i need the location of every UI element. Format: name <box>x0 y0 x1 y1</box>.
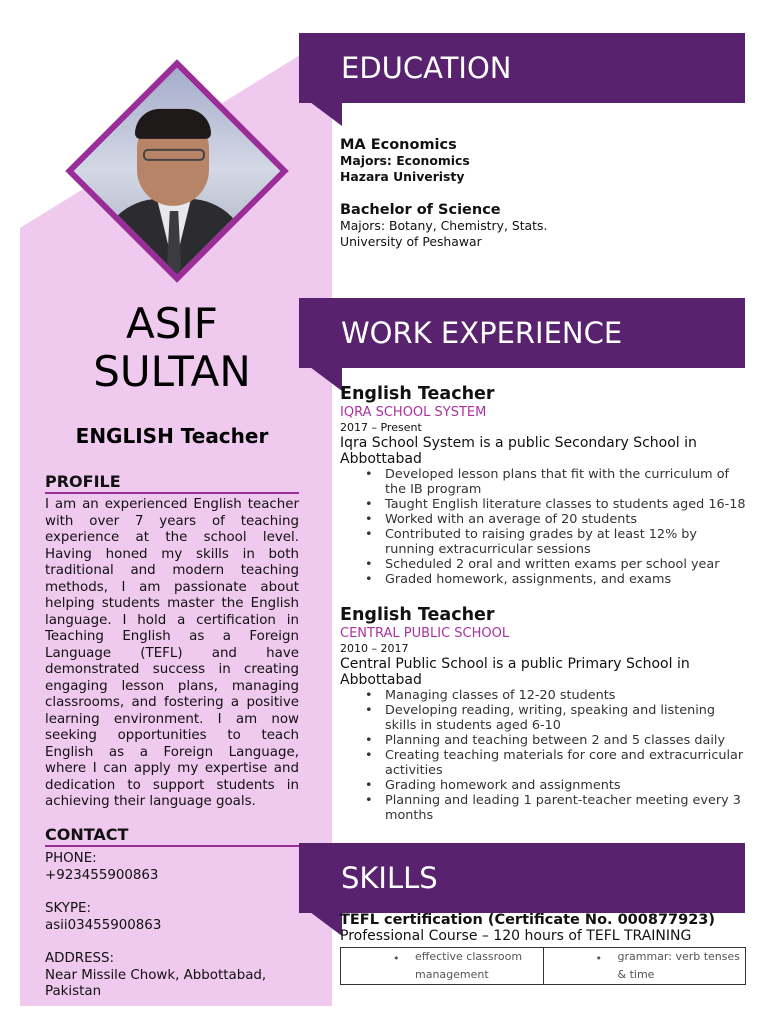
address-line-1: Near Missile Chowk, Abbottabad, <box>45 967 267 983</box>
job-bullets <box>363 688 748 823</box>
list-item: • Creating teaching materials for core and extracurricular activities <box>363 748 748 778</box>
skills-cell: • effective classroom management <box>341 948 543 984</box>
education-banner: EDUCATION <box>299 33 745 103</box>
skills-banner: SKILLS <box>299 843 745 913</box>
profile-text: I am an experienced English teacher with over 7 years of teaching experience at the school level. Having honed my skills in both traditional and modern teaching methods, I am passionate about helping students master the English language. I hold a certification in Teaching English as a Foreign Language (TEFL) and have demonstrated success in creating engaging lesson plans, managing classrooms, and fostering a positive learning environment. I am now seeking opportunities to teach English as a Foreign Language, where I can apply my expertise and dedication to support students in achieving their language goals. <box>45 497 299 809</box>
job-description: Central Public School is a public Primary School in Abbottabad <box>340 656 690 688</box>
degree-title: MA Economics <box>340 137 457 153</box>
job-entry <box>340 604 748 823</box>
address-label: ADDRESS: <box>45 951 115 966</box>
contact-info <box>45 851 299 1001</box>
list-item: • Planning and teaching between 2 and 5 classes daily <box>363 733 748 748</box>
list-item: • Scheduled 2 oral and written exams per school year <box>363 557 748 572</box>
skills-table <box>340 947 746 985</box>
degree-title: Bachelor of Science <box>340 202 501 218</box>
job-dates: 2010 – 2017 <box>340 642 409 655</box>
job-role: ENGLISH Teacher <box>75 424 269 448</box>
degree-majors: Majors: Botany, Chemistry, Stats. <box>340 218 548 233</box>
skype-value: asii03455900863 <box>45 917 162 933</box>
address-line-2: Pakistan <box>45 984 102 999</box>
degree-majors: Majors: Economics <box>340 153 470 168</box>
phone-label: PHONE: <box>45 851 97 866</box>
list-item: • Contributed to raising grades by at least 12% by running extracurricular sessions <box>363 527 748 557</box>
certification: TEFL certification (Certificate No. 000877923) <box>340 912 716 928</box>
name-line-2: SULTAN <box>93 347 251 396</box>
job-title: English Teacher <box>340 605 495 625</box>
company-name: IQRA SCHOOL SYSTEM <box>340 405 487 420</box>
list-item: • Graded homework, assignments, and exams <box>363 572 748 587</box>
list-item: • Developed lesson plans that fit with the curriculum of the IB program <box>363 467 748 497</box>
course-info: Professional Course – 120 hours of TEFL TRAINING <box>340 928 692 944</box>
education-section <box>340 137 748 250</box>
list-item: • Grading homework and assignments <box>363 778 748 793</box>
company-name: CENTRAL PUBLIC SCHOOL <box>340 626 510 641</box>
degree-university: Hazara Univeristy <box>340 169 465 184</box>
job-bullets <box>363 467 748 587</box>
contact-heading: CONTACT <box>45 825 299 847</box>
person-name <box>20 300 324 396</box>
list-item: • Planning and leading 1 parent-teacher meeting every 3 months <box>363 793 748 823</box>
skills-cell: • grammar: verb tenses & time <box>543 948 746 984</box>
phone-value: +923455900863 <box>45 867 159 883</box>
job-description: Iqra School System is a public Secondary School in Abbottabad <box>340 435 697 467</box>
list-item: • Worked with an average of 20 students <box>363 512 748 527</box>
list-item: • Taught English literature classes to students aged 16-18 <box>363 497 748 512</box>
job-entry <box>340 383 748 587</box>
job-dates: 2017 – Present <box>340 421 422 434</box>
skype-label: SKYPE: <box>45 901 92 916</box>
job-title: English Teacher <box>340 384 495 404</box>
name-line-1: ASIF <box>126 299 218 348</box>
profile-heading: PROFILE <box>45 472 299 494</box>
work-experience-banner: WORK EXPERIENCE <box>299 298 745 368</box>
skills-section <box>340 912 748 944</box>
degree-university: University of Peshawar <box>340 234 482 249</box>
list-item: • Managing classes of 12-20 students <box>363 688 748 703</box>
list-item: • Developing reading, writing, speaking and listening skills in students aged 6-10 <box>363 703 748 733</box>
